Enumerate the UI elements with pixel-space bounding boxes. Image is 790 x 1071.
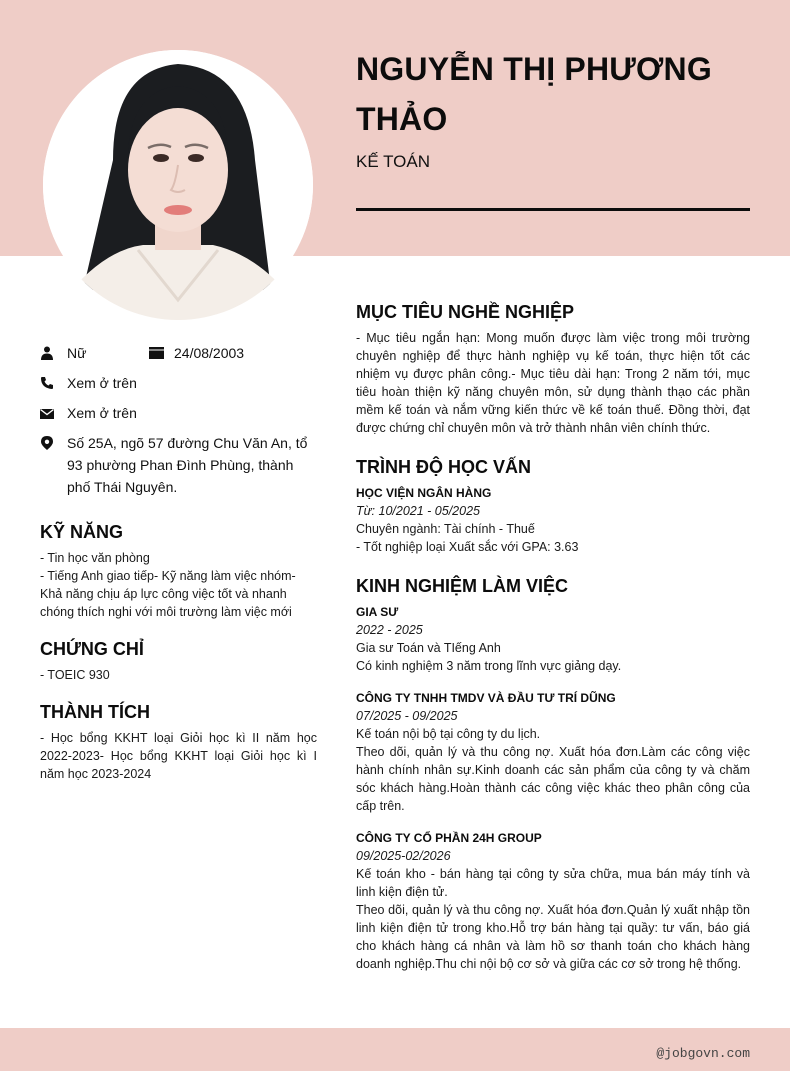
phone-value: Xem ở trên (67, 375, 137, 391)
portrait-illustration (43, 50, 313, 320)
phone-row (40, 372, 317, 394)
education-heading: TRÌNH ĐỘ HỌC VẤN (356, 457, 531, 477)
achievements-text: - Học bổng KKHT loại Giỏi học kì II năm học 2022-2023- Học bổng KKHT loại Giỏi học kì I năm học 2023-2024 (40, 731, 317, 781)
job-title: KẾ TOÁN (356, 152, 431, 171)
objective-text: - Mục tiêu ngắn hạn: Mong muốn được làm việc trong môi trường chuyên nghiệp để thực hành nghiệp vụ kế toán, thực hiện tốt các nhiệm vụ được phân công.- Mục tiêu dài hạn: Trong 2 năm tới, mục tiêu hoàn thiện kỹ năng chuyên môn, sử dụng thành thạo các phần mềm kế toán và nắm vững kiến thức về kế toán thuế. Đồng thời, đạt được chứng chỉ chuyên môn và trở thành nhân viên chính thức. (356, 331, 750, 435)
profile-photo (43, 50, 313, 320)
experience-date: 09/2025-02/2026 (356, 849, 451, 863)
location-pin-icon (40, 432, 67, 454)
school-name: HỌC VIỆN NGÂN HÀNG (356, 486, 492, 500)
skills-heading: KỸ NĂNG (40, 522, 124, 542)
education-major: Chuyên ngành: Tài chính - Thuế (356, 522, 535, 536)
skills-line: - Tin học văn phòng (40, 551, 150, 565)
experience-item (356, 689, 750, 815)
calendar-icon (149, 342, 174, 364)
footer-watermark: @jobgovn.com (656, 1046, 750, 1061)
education-date: Từ: 10/2021 - 05/2025 (356, 504, 480, 518)
experience-line: Gia sư Toán và TIếng Anh (356, 641, 501, 655)
email-icon (40, 402, 67, 424)
experience-line: Theo dõi, quản lý và thu công nợ. Xuất hóa đơn.Làm các công việc hành chính nhân sự.Kinh doanh các sản phẩm của công ty và chăm sóc khách hàng.Hoàn thành các công việc khác theo phân công của cấp trên. (356, 745, 750, 813)
phone-icon (40, 372, 67, 394)
left-column (40, 342, 317, 783)
education-section (356, 457, 750, 556)
experience-line: Theo dõi, quản lý và thu công nợ. Xuất hóa đơn.Quản lý xuất nhập tồn linh kiện điện tử trong kho.Hỗ trợ bán hàng tại quầy: tư vấn, báo giá cho khách hàng cá nhân và làm hồ sơ thanh toán cho khách hàng doanh nghiệp.Thu chi nội bộ cơ sở và giữa các cơ sở trong hệ thống. (356, 903, 750, 971)
gender-birthdate-row (40, 342, 317, 364)
experience-title: CÔNG TY TNHH TMDV VÀ ĐẦU TƯ TRÍ DŨNG (356, 691, 616, 705)
experience-section (356, 576, 750, 973)
objective-section (356, 302, 750, 437)
achievements-heading: THÀNH TÍCH (40, 702, 150, 722)
experience-line: Kế toán nội bộ tại công ty du lịch. (356, 727, 541, 741)
experience-title: GIA SƯ (356, 605, 399, 619)
email-value: Xem ở trên (67, 405, 137, 421)
experience-date: 2022 - 2025 (356, 623, 423, 637)
address-row (40, 432, 317, 498)
right-column (356, 302, 750, 993)
address-value: Số 25A, ngõ 57 đường Chu Văn An, tổ 93 phường Phan Đình Phùng, thành phố Thái Nguyên. (67, 435, 308, 495)
certificate-line: - TOEIC 930 (40, 668, 110, 682)
certificates-heading: CHỨNG CHỈ (40, 639, 144, 659)
birthdate-value: 24/08/2003 (174, 345, 245, 361)
skills-line: - Tiếng Anh giao tiếp- Kỹ năng làm việc nhóm- Khả năng chịu áp lực công việc tốt và nhanh chóng thích nghi với môi trường làm việc mới (40, 569, 296, 619)
email-row (40, 402, 317, 424)
experience-item (356, 829, 750, 973)
experience-line: Có kinh nghiệm 3 năm trong lĩnh vực giảng dạy. (356, 659, 622, 673)
objective-heading: MỤC TIÊU NGHỀ NGHIỆP (356, 302, 575, 322)
title-divider (356, 208, 750, 211)
person-icon (40, 342, 67, 364)
gender-value: Nữ (67, 345, 87, 361)
experience-heading: KINH NGHIỆM LÀM VIỆC (356, 576, 569, 596)
experience-item (356, 603, 750, 675)
education-result: - Tốt nghiệp loại Xuất sắc với GPA: 3.63 (356, 540, 579, 554)
experience-date: 07/2025 - 09/2025 (356, 709, 458, 723)
experience-title: CÔNG TY CỔ PHẦN 24H GROUP (356, 831, 542, 845)
candidate-name: NGUYỄN THỊ PHƯƠNG THẢO (356, 51, 712, 137)
experience-line: Kế toán kho - bán hàng tại công ty sửa chữa, mua bán máy tính và linh kiện điện tử. (356, 867, 750, 899)
